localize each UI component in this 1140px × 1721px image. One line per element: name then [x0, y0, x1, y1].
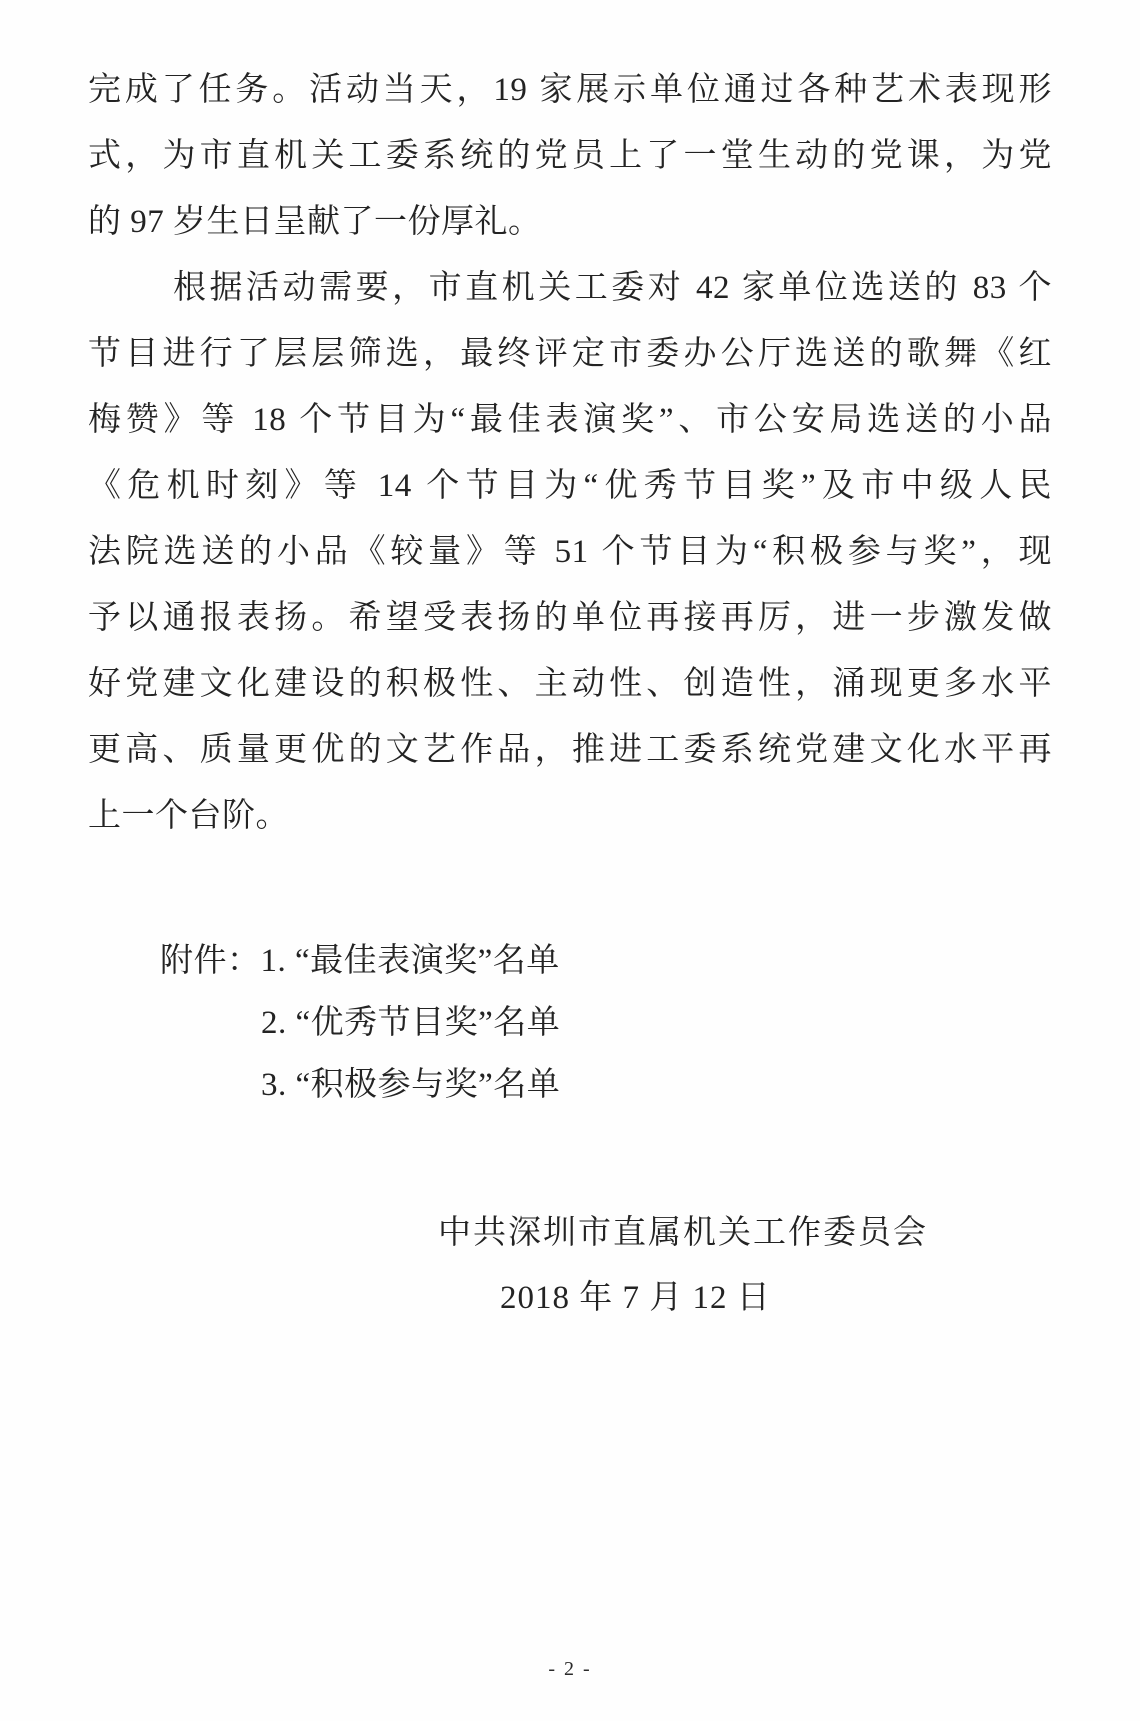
attachment-line-3	[160, 1054, 560, 1116]
paragraph2-line-2: 节目进行了层层筛选，最终评定市委办公厅选送的歌舞《红	[88, 336, 1052, 372]
paragraph1-line-1: 完成了任务。活动当天，19 家展示单位通过各种艺术表现形	[88, 72, 1052, 108]
attachments-block	[160, 930, 560, 1116]
attachment-item-1: 1. “最佳表演奖”名单	[260, 943, 560, 979]
paragraph2-line-3: 梅赞》等 18 个节目为“最佳表演奖”、市公安局选送的小品	[88, 402, 1052, 438]
paragraph2-line-1: 根据活动需要，市直机关工委对 42 家单位选送的 83 个	[173, 270, 1052, 306]
paragraph2-line-5: 法院选送的小品《较量》等 51 个节目为“积极参与奖”，现	[88, 534, 1052, 570]
page-number: - 2 -	[548, 1658, 592, 1680]
signature-date: 2018 年 7 月 12 日	[500, 1280, 771, 1316]
paragraph2-line-4: 《危机时刻》等 14 个节目为“优秀节目奖”及市中级人民	[88, 468, 1052, 504]
attachments-label: 附件：	[160, 943, 261, 979]
paragraph2-line-6: 予以通报表扬。希望受表扬的单位再接再厉，进一步激发做	[88, 600, 1052, 636]
attachment-item-3: 3. “积极参与奖”名单	[261, 1067, 561, 1103]
attachment-item-2: 2. “优秀节目奖”名单	[261, 1005, 561, 1041]
document-body	[88, 57, 1052, 849]
attachment-line-1	[160, 930, 560, 992]
paragraph1-line-3: 的 97 岁生日呈献了一份厚礼。	[88, 204, 542, 240]
paragraph2-line-9: 上一个台阶。	[88, 798, 289, 834]
paragraph2-line-7: 好党建文化建设的积极性、主动性、创造性，涌现更多水平	[88, 666, 1052, 702]
paragraph2-line-8: 更高、质量更优的文艺作品，推进工委系统党建文化水平再	[88, 732, 1052, 768]
paragraph1-line-2: 式，为市直机关工委系统的党员上了一堂生动的党课，为党	[88, 138, 1052, 174]
signature-organization: 中共深圳市直属机关工作委员会	[438, 1215, 928, 1251]
attachment-line-2	[160, 992, 560, 1054]
